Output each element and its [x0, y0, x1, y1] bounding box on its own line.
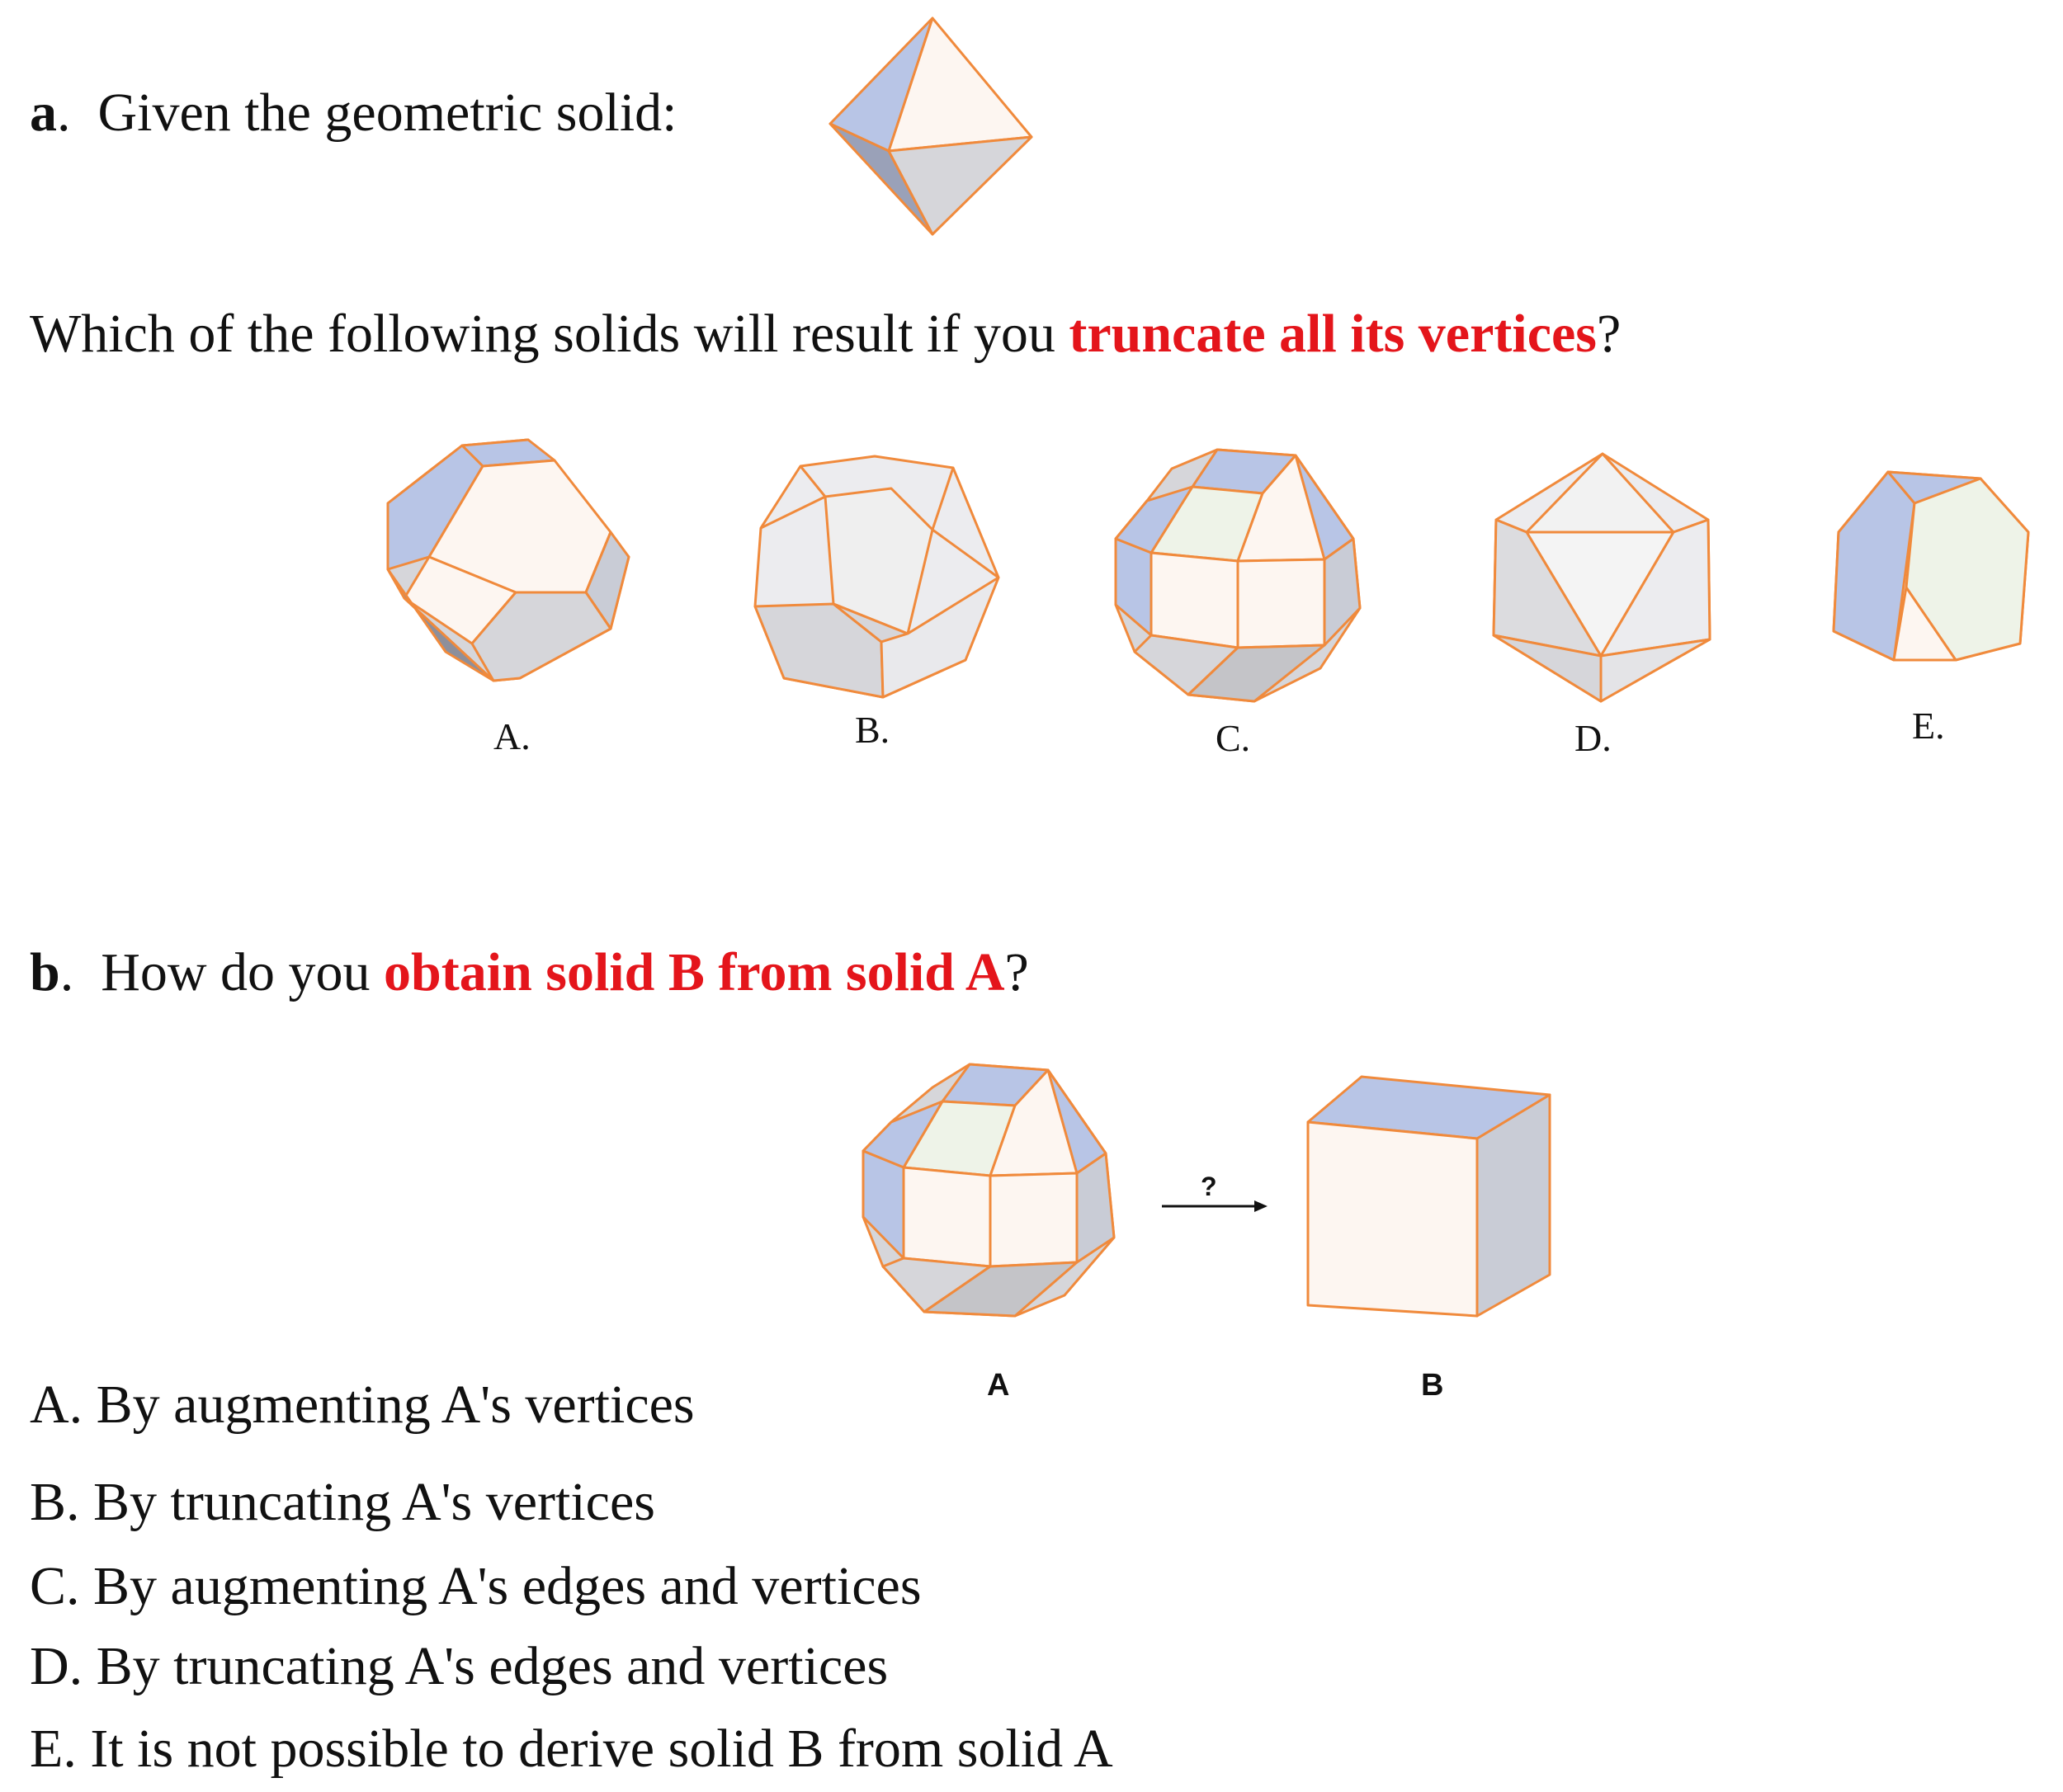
- option-label-e: E.: [1912, 705, 1945, 747]
- question-b-prompt-before: How do you: [101, 942, 385, 1002]
- question-b-letter: b: [30, 942, 60, 1002]
- arrow-question-mark: ?: [1201, 1172, 1217, 1201]
- option-label-b: B.: [855, 709, 890, 751]
- solid-b-cube: [1308, 1077, 1550, 1316]
- question-a-letter: a: [30, 83, 57, 143]
- solid-a-label: A: [987, 1368, 1010, 1403]
- transform-arrow-icon: [1162, 1200, 1268, 1212]
- answer-b: B. By truncating A's vertices: [30, 1472, 655, 1532]
- answer-a: A. By augmenting A's vertices: [30, 1375, 695, 1435]
- option-label-c: C.: [1216, 717, 1251, 759]
- question-a-prompt-before: Which of the following solids will result if you: [30, 304, 1069, 364]
- question-a-line: a. Given the geometric solid:: [30, 83, 677, 143]
- option-label-d: D.: [1574, 717, 1612, 759]
- question-b-emphasis: obtain solid B from solid A: [384, 942, 1005, 1002]
- question-a-prompt-after: ?: [1596, 304, 1622, 364]
- answer-d: D. By truncating A's edges and vertices: [30, 1636, 889, 1696]
- question-a-intro: Given the geometric solid:: [97, 83, 677, 143]
- option-label-a: A.: [493, 715, 531, 757]
- solid-a-rhombicuboctahedron: [863, 1064, 1114, 1316]
- answer-e: E. It is not possible to derive solid B from solid A: [30, 1719, 1113, 1779]
- question-a-emphasis: truncate all its vertices: [1069, 304, 1597, 364]
- question-b-prompt-after: ?: [1004, 942, 1029, 1002]
- question-b-line: b. How do you obtain solid B from solid A?: [30, 942, 1029, 1002]
- answer-c: C. By augmenting A's edges and vertices: [30, 1556, 922, 1616]
- solid-b-label: B: [1421, 1368, 1444, 1403]
